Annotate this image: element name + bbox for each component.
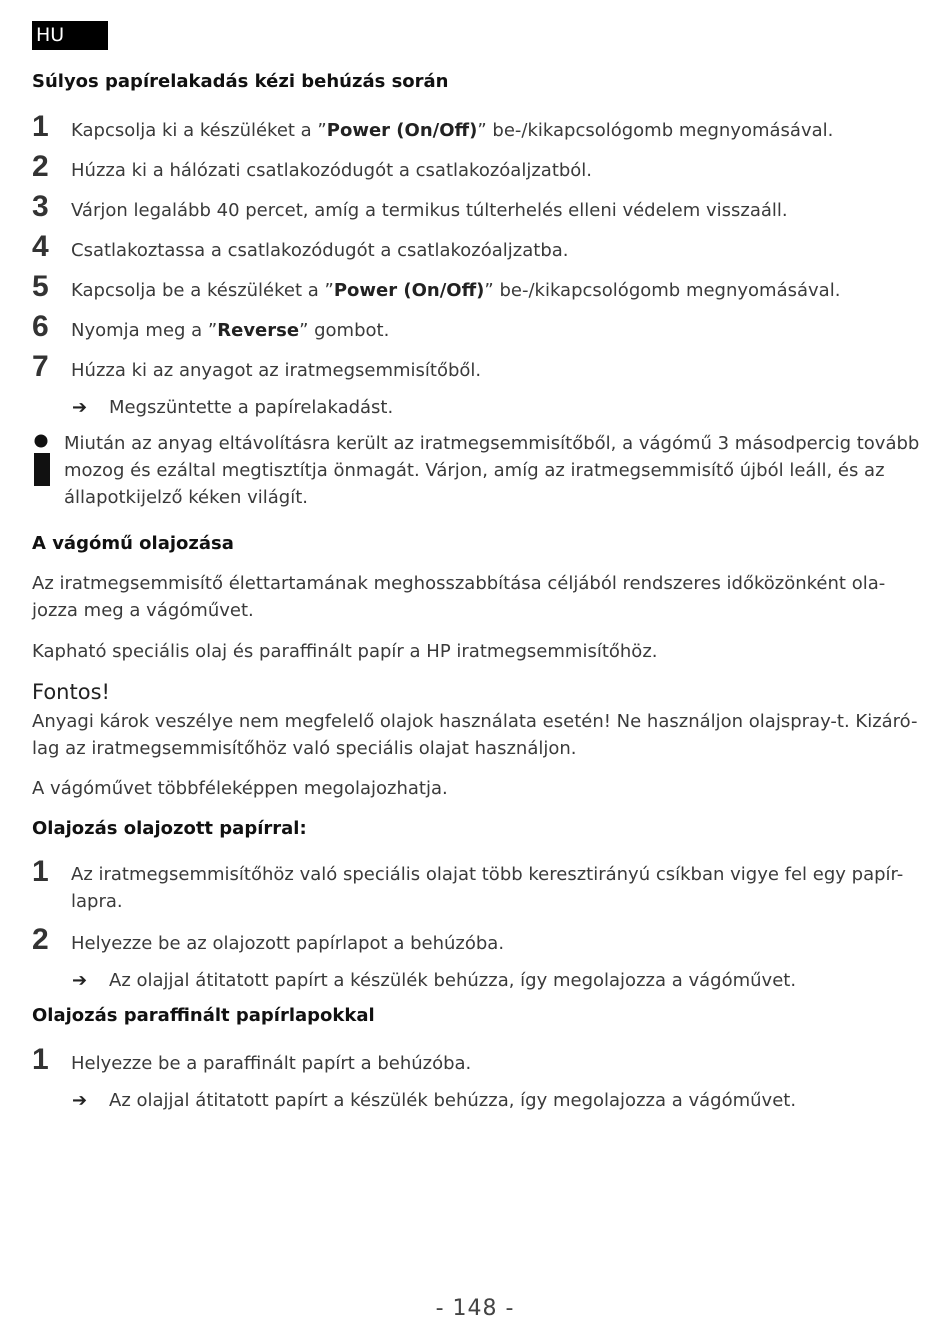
step-2 [32,150,920,190]
step-text: Csatlakoztassa a csatlakozódugót a csatlakozóaljzatba. [71,240,569,261]
step-7 [32,350,920,390]
step-1 [32,110,920,150]
paragraph: Az iratmegsemmisítő élettartamának meghosszabbítása céljából rendszeres időközönként ola-jozza meg a vágóművet. [32,573,886,621]
step-number: 7 [32,350,49,383]
page-number: - 148 - [435,1296,515,1321]
step-number: 3 [32,190,49,223]
step-number: 1 [32,1043,49,1076]
step-3 [32,190,920,230]
paragraph: A vágóművet többféleképpen megolajozhatja. [32,778,448,799]
step-text: Nyomja meg a ”Reverse” gombot. [71,320,390,341]
section-heading-oiled-paper: Olajozás olajozott papírral: [32,818,307,839]
info-icon [33,434,51,486]
important-title: Fontos! [32,680,110,704]
step-1 [32,855,920,919]
step-text: Kapcsolja ki a készüléket a ”Power (On/Off)” be-/kikapcsológomb megnyomásával. [71,120,834,141]
step-text: Húzza ki az anyagot az iratmegsemmisítőből. [71,360,482,381]
step-text: Kapcsolja be a készüléket a ”Power (On/Off)” be-/kikapcsológomb megnyomásával. [71,280,841,301]
step-result: ➔ Az olajjal átitatott papírt a készülék behúzza, így megolajozza a vágóművet. [72,970,797,991]
arrow-right-icon: ➔ [72,397,88,418]
arrow-right-icon: ➔ [72,970,88,991]
step-6 [32,310,920,350]
step-result: ➔ Megszüntette a papírelakadást. [72,397,394,418]
step-text: Várjon legalább 40 percet, amíg a termikus túlterhelés elleni védelem visszaáll. [71,200,788,221]
language-badge: HU [32,21,108,50]
step-result: ➔ Az olajjal átitatott papírt a készülék behúzza, így megolajozza a vágóművet. [72,1090,797,1111]
info-note: Miután az anyag eltávolításra került az iratmegsemmisítőből, a vágómű 3 másodpercig tovább mozog és ezáltal megtisztítja önmagát. Várjon, amíg az iratmegsemmisítő újból leáll, és az állapotkijelző kéken világít. [64,433,920,508]
step-number: 5 [32,270,49,303]
section-heading-paraffin-paper: Olajozás paraffinált papírlapokkal [32,1005,375,1026]
step-1 [32,1043,920,1083]
step-text: Az iratmegsemmisítőhöz való speciális olajat több keresztirányú csíkban vigye fel egy papír-lapra. [71,864,904,912]
step-number: 4 [32,230,49,263]
step-number: 2 [32,923,49,956]
step-text: Helyezze be az olajozott papírlapot a behúzóba. [71,933,505,954]
step-2 [32,923,920,963]
step-text: Helyezze be a paraffinált papírt a behúzóba. [71,1053,472,1074]
step-number: 6 [32,310,49,343]
important-text: Anyagi károk veszélye nem megfelelő olajok használata esetén! Ne használjon olajspray-t. Kizáró-lag az iratmegsemmisítőhöz való speciális olajat használjon. [32,711,918,759]
step-number: 1 [32,855,49,888]
step-text: Húzza ki a hálózati csatlakozódugót a csatlakozóaljzatból. [71,160,593,181]
paragraph: Kapható speciális olaj és paraffinált papír a HP iratmegsemmisítőhöz. [32,641,658,662]
section-heading-paper-jam: Súlyos papírelakadás kézi behúzás során [32,71,449,92]
step-number: 2 [32,150,49,183]
arrow-right-icon: ➔ [72,1090,88,1111]
step-4 [32,230,920,270]
step-5 [32,270,920,310]
section-heading-oiling: A vágómű olajozása [32,533,234,554]
step-number: 1 [32,110,49,143]
